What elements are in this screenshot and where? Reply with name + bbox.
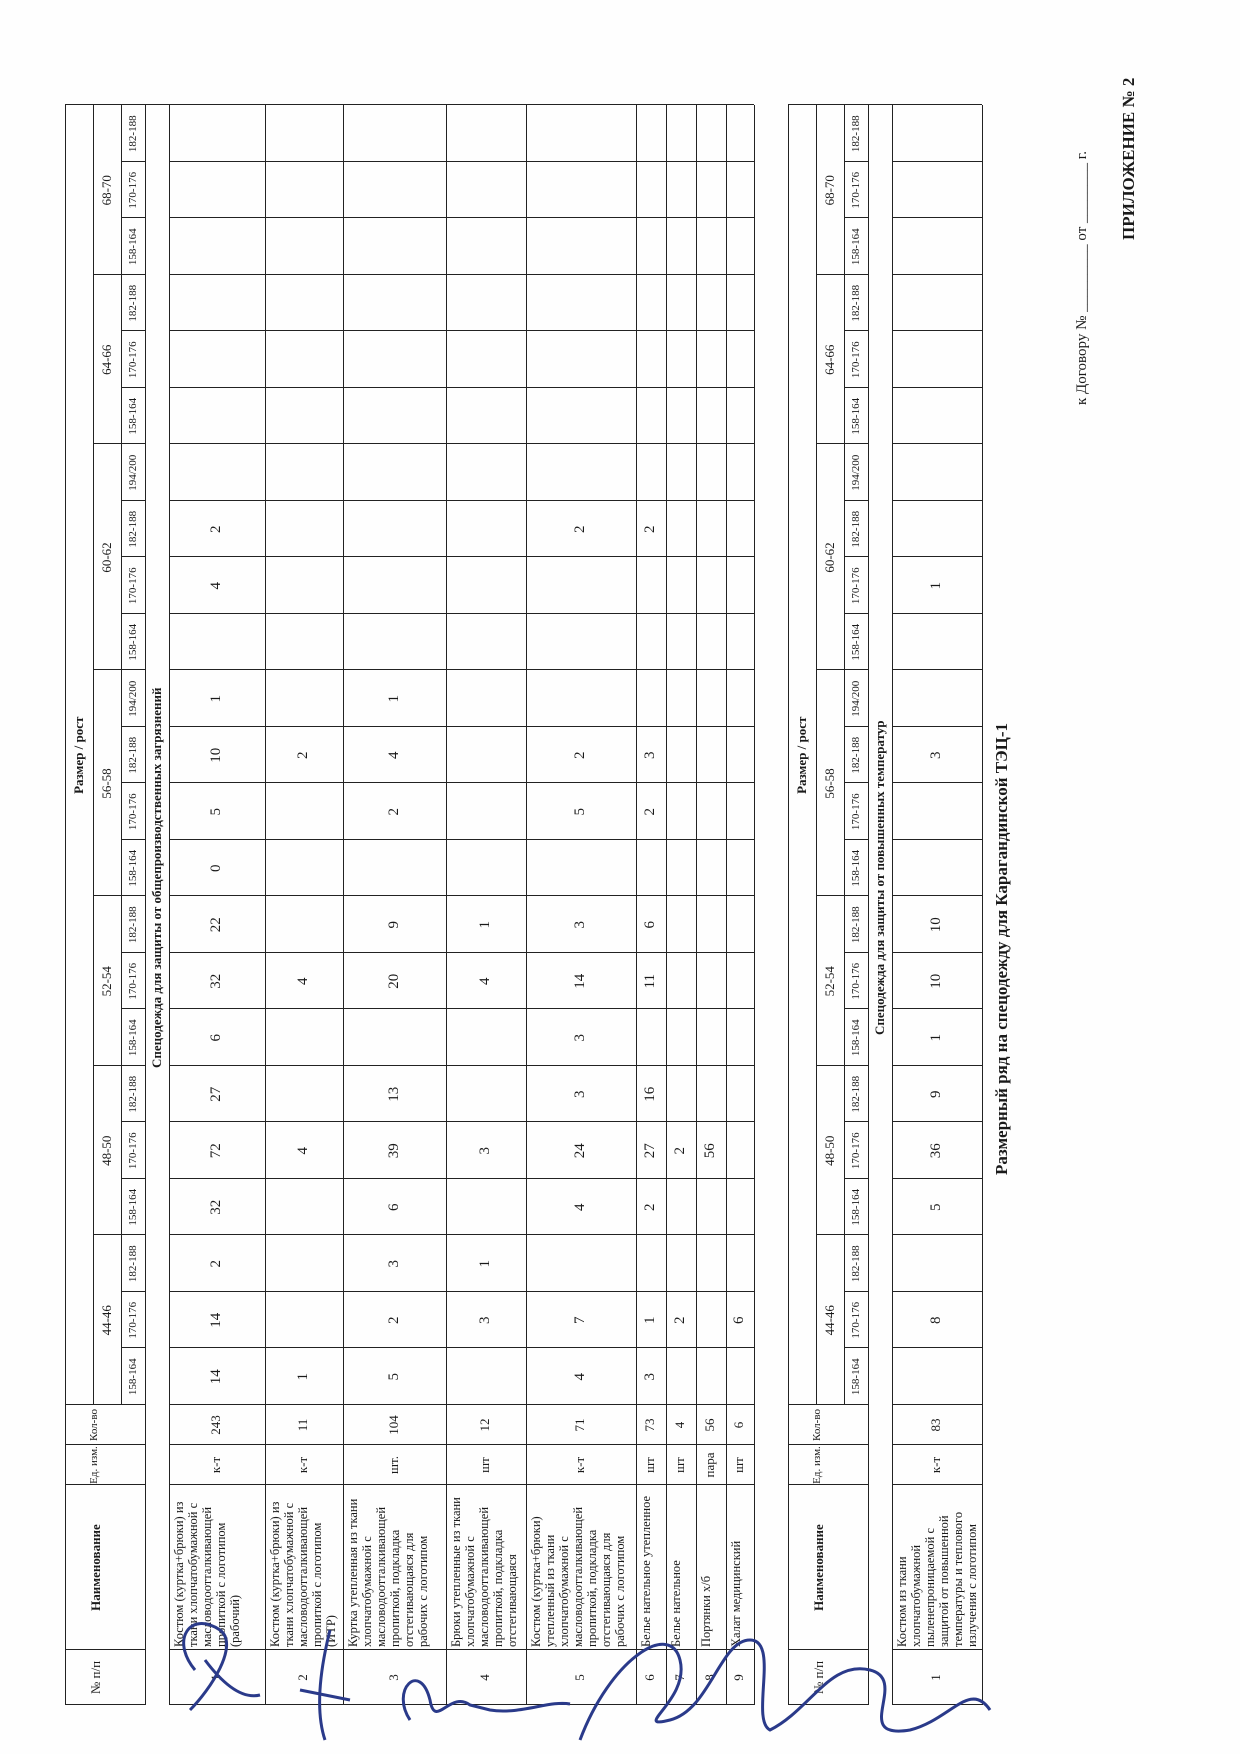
section2-size-group: 56-58: [822, 768, 837, 799]
grid-line: [169, 1404, 754, 1405]
section1-size-group: 56-58: [99, 768, 114, 799]
section1-row-value: 56: [702, 1143, 718, 1159]
section1-col-qty: Кол-во: [88, 1409, 100, 1441]
section2-row-unit: к-т: [928, 1456, 943, 1474]
section1-height-label: 170-176: [127, 793, 139, 831]
section1-row-qty: 243: [208, 1415, 223, 1435]
section2-height-label: 170-176: [850, 793, 862, 831]
section2-height-line: [844, 106, 845, 1406]
section2-col-name: Наименование: [811, 1524, 826, 1611]
grid-line: [169, 1009, 754, 1010]
section1-row-value: 4: [572, 1203, 588, 1211]
section2-height-label: 182-188: [850, 510, 862, 548]
section1-height-label: 194/200: [127, 454, 139, 491]
section1-row-num: 3: [385, 1674, 401, 1681]
section1-row-value: 1: [385, 695, 402, 703]
section1-row-value: 3: [572, 1090, 588, 1098]
section1-row-line: [526, 106, 527, 1706]
section1-header-end-line: [145, 106, 146, 1706]
section1-height-line: [121, 106, 122, 1406]
section1-height-label: 182-188: [127, 1075, 139, 1113]
section1-row-name: Брюки утепленные из ткани хлопчатобумажной с масловодоотталкивающей пропиткой, подкладка отстегивающаяся: [449, 1497, 519, 1647]
grid-line: [892, 331, 982, 332]
grid-line: [65, 1444, 145, 1445]
section1-row-name: Халат медицинский: [729, 1540, 743, 1647]
section1-row-unit: шт.: [385, 1456, 401, 1474]
section2-height-label: 158-164: [850, 397, 862, 435]
section2-row-value: 3: [928, 751, 944, 759]
section2-height-label: 182-188: [850, 1245, 862, 1283]
section1-row-unit: шт: [672, 1457, 687, 1473]
section1-height-label: 170-176: [127, 1301, 139, 1339]
grid-line: [169, 896, 754, 897]
section1-row-value: 6: [642, 921, 658, 929]
section1-top-line: [65, 106, 66, 1706]
section1-row-value: 24: [572, 1143, 588, 1159]
contract-reference: к Договору № _________ от ________ г.: [1074, 151, 1090, 405]
section1-col-size-height: Размер / рост: [71, 716, 86, 794]
section1-row-value: 2: [642, 1203, 658, 1211]
grid-line: [169, 1065, 754, 1066]
section1-row-value: 1: [208, 695, 224, 703]
section2-height-label: 194/200: [850, 680, 862, 717]
section1-row-line: [726, 106, 727, 1706]
section1-row-value: 5: [208, 808, 224, 816]
section2-col-size-height: Размер / рост: [794, 716, 809, 794]
section1-row-value: 6: [731, 1316, 747, 1324]
section2-height-label: 182-188: [850, 736, 862, 774]
section1-row-value: 11: [642, 974, 658, 989]
section2-size-group: 48-50: [822, 1135, 837, 1166]
grid-line: [169, 218, 754, 219]
section1-row-value: 2: [385, 808, 402, 816]
section1-row-value: 20: [385, 973, 402, 989]
section2-row-value: 36: [928, 1143, 944, 1159]
section2-size-group: 44-46: [822, 1305, 837, 1336]
section1-height-label: 194/200: [127, 680, 139, 717]
section1-row-line: [343, 106, 344, 1706]
section2-height-label: 170-176: [850, 1132, 862, 1170]
grid-line: [169, 387, 754, 388]
section1-row-value: 4: [208, 582, 224, 590]
section1-height-label: 170-176: [127, 171, 139, 209]
grid-line: [892, 161, 982, 162]
section2-row-value: 8: [928, 1316, 944, 1324]
grid-line: [169, 1291, 754, 1292]
section1-row-num: 5: [572, 1674, 587, 1681]
section1-height-label: 158-164: [127, 1019, 139, 1057]
section1-row-value: 2: [642, 808, 658, 816]
section2-row-value: 1: [928, 582, 944, 590]
grid-line: [169, 726, 754, 727]
grid-line: [65, 1704, 145, 1705]
section2-bottom-line: [982, 106, 983, 1706]
section2-section-line: [892, 106, 893, 1706]
grid-line: [892, 839, 982, 840]
section1-row-num: 2: [295, 1674, 310, 1681]
grid-line: [169, 331, 754, 332]
section1-section-line: [169, 106, 170, 1706]
section1-row-name: Белье нательное утепленное: [639, 1495, 653, 1647]
section1-height-label: 158-164: [127, 228, 139, 266]
section1-row-qty: 12: [477, 1418, 492, 1432]
section1-row-num: 4: [477, 1674, 492, 1681]
section1-row-value: 4: [477, 977, 493, 985]
section1-row-value: 32: [208, 973, 224, 989]
section1-row-value: 22: [208, 917, 224, 933]
section1-row-qty: 71: [572, 1418, 587, 1432]
grid-line: [169, 1122, 754, 1123]
section1-row-value: 10: [208, 747, 224, 763]
section2-row-value: 10: [928, 973, 944, 989]
appendix-title: ПРИЛОЖЕНИЕ № 2: [1119, 77, 1138, 240]
section2-height-label: 182-188: [850, 906, 862, 944]
section2-height-label: 182-188: [850, 284, 862, 322]
section1-height-label: 182-188: [127, 510, 139, 548]
section1-row-value: 0: [208, 864, 224, 872]
section1-row-value: 6: [385, 1203, 402, 1211]
section2-height-label: 182-188: [850, 115, 862, 153]
section1-row-name: Костюм (куртка+брюки) из ткани хлопчатобумажной с масловодоотталкивающей пропиткой с логотипом (рабочий): [172, 1501, 242, 1647]
grid-line: [892, 274, 982, 275]
section1-row-value: 7: [572, 1316, 588, 1324]
grid-line: [169, 1484, 754, 1485]
grid-line: [169, 670, 754, 671]
section1-row-value: 2: [385, 1316, 402, 1324]
section1-size-group: 48-50: [99, 1135, 114, 1166]
section1-row-value: 3: [385, 1260, 402, 1268]
grid-line: [65, 1484, 145, 1485]
section1-row-value: 2: [672, 1147, 688, 1155]
section1-row-value: 1: [642, 1316, 658, 1324]
section1-row-value: 4: [572, 1373, 588, 1381]
section1-row-value: 4: [295, 977, 311, 985]
section1-row-qty: 11: [295, 1418, 310, 1432]
section1-height-label: 158-164: [127, 1188, 139, 1226]
section1-row-value: 2: [642, 525, 658, 533]
section1-row-num: 7: [672, 1674, 687, 1681]
section1-row-value: 2: [572, 751, 588, 759]
grid-line: [169, 1178, 754, 1179]
section1-row-unit: шт: [642, 1457, 657, 1473]
section1-col-name: Наименование: [88, 1524, 103, 1611]
section1-row-value: 72: [208, 1143, 224, 1159]
section1-row-line: [636, 106, 637, 1706]
section1-row-line: [666, 106, 667, 1706]
document-title: Размерный ряд на спецодежду для Карагандинской ТЭЦ-1: [992, 723, 1011, 1175]
section2-height-label: 158-164: [850, 1188, 862, 1226]
section1-row-value: 2: [295, 751, 311, 759]
grid-line: [169, 613, 754, 614]
section2-row-value: 10: [928, 917, 944, 933]
grid-line: [169, 839, 754, 840]
section1-col-num: № п/п: [88, 1660, 103, 1695]
section1-size-group: 60-62: [99, 542, 114, 573]
section1-group-line: [93, 106, 94, 1406]
section1-height-label: 182-188: [127, 736, 139, 774]
section1-row-value: 1: [477, 1260, 493, 1268]
section2-size-group: 64-66: [822, 344, 837, 375]
grid-line: [169, 274, 754, 275]
section1-row-value: 1: [477, 921, 493, 929]
section1-row-value: 1: [295, 1373, 311, 1381]
grid-line: [788, 1484, 868, 1485]
section1-row-name: Куртка утепленная из ткани хлопчатобумажной с масловодоотталкивающей пропиткой, подкладка отстегивающаяся для рабочих с логотипом: [346, 1498, 430, 1647]
section1-row-value: 13: [385, 1086, 402, 1102]
section1-row-value: 5: [385, 1373, 402, 1381]
grid-line: [169, 1348, 754, 1349]
section1-height-label: 170-176: [127, 567, 139, 605]
section1-row-value: 32: [208, 1199, 224, 1215]
section1-height-label: 158-164: [127, 623, 139, 661]
section2-row-qty: 83: [928, 1418, 943, 1432]
section1-col-unit: Ед. изм.: [88, 1446, 100, 1484]
section1-row-unit: к-т: [295, 1456, 310, 1474]
grid-line: [892, 444, 982, 445]
section2-height-label: 194/200: [850, 454, 862, 491]
section2-height-label: 170-176: [850, 341, 862, 379]
grid-line: [169, 1235, 754, 1236]
section2-height-label: 170-176: [850, 171, 862, 209]
section1-row-num: 9: [731, 1674, 746, 1681]
section1-row-name: Белье нательное: [669, 1560, 683, 1647]
section1-row-value: 3: [477, 1316, 493, 1324]
section2-height-label: 170-176: [850, 1301, 862, 1339]
section1-bottom-line: [754, 106, 755, 1706]
section1-row-value: 3: [477, 1147, 493, 1155]
section1-row-value: 14: [208, 1312, 224, 1328]
section1-row-qty: 4: [672, 1421, 687, 1429]
section1-row-line: [696, 106, 697, 1706]
section1-row-unit: к-т: [572, 1456, 587, 1474]
section2-group-line: [816, 106, 817, 1406]
section2-row-num: 1: [928, 1674, 943, 1681]
section1-row-value: 9: [385, 921, 402, 929]
section1-row-value: 4: [385, 751, 402, 759]
section2-height-label: 158-164: [850, 228, 862, 266]
grid-line: [169, 500, 754, 501]
section2-row-value: 1: [928, 1034, 944, 1042]
section2-row-value: 9: [928, 1090, 944, 1098]
section1-row-value: 5: [572, 808, 588, 816]
section1-height-label: 182-188: [127, 1245, 139, 1283]
grid-line: [65, 105, 754, 106]
section1-height-label: 158-164: [127, 1358, 139, 1396]
section1-row-value: 27: [208, 1086, 224, 1102]
rotated-landscape-sheet: [35, 35, 1195, 1735]
section1-height-label: 170-176: [127, 341, 139, 379]
section1-row-value: 3: [572, 1034, 588, 1042]
section1-row-qty: 73: [642, 1418, 657, 1432]
section1-row-name: Костюм (куртка+брюки) утепленный из ткани хлопчатобумажной с масловодоотталкивающей пропиткой, подкладка отстегивающаяся для рабочих с логотипом: [529, 1506, 627, 1647]
section2-row-name: Костюм из ткани хлопчатобумажной пыленепроницаемой с защитой от повышенной температуры и теплового излучения с логотипом: [895, 1511, 979, 1647]
section1-row-qty: 104: [385, 1415, 401, 1435]
section1-row-value: 6: [208, 1034, 224, 1042]
section2-col-unit: Ед. изм.: [811, 1446, 823, 1484]
grid-line: [169, 783, 754, 784]
section2-height-label: 182-188: [850, 1075, 862, 1113]
section2-height-label: 158-164: [850, 623, 862, 661]
section2-height-label: 170-176: [850, 567, 862, 605]
section1-height-label: 170-176: [127, 1132, 139, 1170]
grid-line: [892, 500, 982, 501]
section2-col-num: № п/п: [811, 1660, 826, 1695]
section1-row-name: Портянки х/б: [699, 1575, 713, 1647]
section1-size-group: 68-70: [99, 175, 114, 206]
section1-row-value: 14: [208, 1369, 224, 1385]
section1-row-value: 39: [385, 1143, 402, 1159]
section1-row-value: 27: [642, 1143, 658, 1159]
section2-height-label: 170-176: [850, 962, 862, 1000]
section2-height-label: 158-164: [850, 1358, 862, 1396]
section2-col-qty: Кол-во: [811, 1409, 823, 1441]
section2-header-end-line: [868, 106, 869, 1706]
grid-line: [892, 218, 982, 219]
section2-size-group: 68-70: [822, 175, 837, 206]
section1-row-value: 2: [208, 1260, 224, 1268]
section2-height-label: 158-164: [850, 849, 862, 887]
section1-row-value: 2: [208, 525, 224, 533]
section1-size-group: 52-54: [99, 966, 114, 997]
section2-row-value: 5: [928, 1203, 944, 1211]
section1-height-label: 170-176: [127, 962, 139, 1000]
section1-row-num: 1: [208, 1674, 223, 1681]
section1-height-label: 182-188: [127, 284, 139, 322]
section1-row-value: 14: [572, 973, 588, 989]
grid-line: [169, 1444, 754, 1445]
section1-row-unit: к-т: [208, 1456, 223, 1474]
section1-height-label: 182-188: [127, 115, 139, 153]
section1-row-unit: шт: [477, 1457, 492, 1473]
grid-line: [892, 387, 982, 388]
section1-section-title: Спецодежда для защиты от общепроизводственных загрязнений: [149, 687, 164, 1068]
grid-line: [788, 1444, 868, 1445]
section2-size-group: 60-62: [822, 542, 837, 573]
grid-line: [169, 444, 754, 445]
section1-row-num: 6: [642, 1674, 657, 1681]
section1-height-label: 182-188: [127, 906, 139, 944]
grid-line: [169, 952, 754, 953]
handwritten-signatures: [150, 1600, 1160, 1750]
grid-line: [892, 670, 982, 671]
section1-row-value: 16: [642, 1086, 658, 1102]
section1-size-group: 64-66: [99, 344, 114, 375]
section2-section-title: Спецодежда для защиты от повышенных температур: [872, 720, 887, 1036]
grid-line: [65, 1649, 145, 1650]
section1-row-qty: 6: [731, 1421, 746, 1429]
section1-row-value: 2: [572, 525, 588, 533]
section2-top-line: [788, 106, 789, 1706]
section1-row-value: 2: [672, 1316, 688, 1324]
section2-height-label: 158-164: [850, 1019, 862, 1057]
section1-row-qty: 56: [702, 1418, 717, 1432]
section1-row-num: 8: [702, 1674, 717, 1681]
section1-row-unit: пара: [702, 1452, 717, 1478]
section1-row-name: Костюм (куртка+брюки) из ткани хлопчатобумажной с масловодоотталкивающей пропиткой с логотипом (ИТР): [268, 1501, 338, 1647]
section2-size-group: 52-54: [822, 966, 837, 997]
section1-row-line: [265, 106, 266, 1706]
grid-line: [169, 557, 754, 558]
section1-row-unit: шт: [731, 1457, 746, 1473]
section1-row-value: 3: [642, 751, 658, 759]
section1-height-label: 158-164: [127, 397, 139, 435]
section1-row-value: 4: [295, 1147, 311, 1155]
section1-row-line: [446, 106, 447, 1706]
section1-row-value: 3: [572, 921, 588, 929]
section1-height-label: 158-164: [127, 849, 139, 887]
grid-line: [169, 161, 754, 162]
section1-row-value: 3: [642, 1373, 658, 1381]
section1-size-group: 44-46: [99, 1305, 114, 1336]
